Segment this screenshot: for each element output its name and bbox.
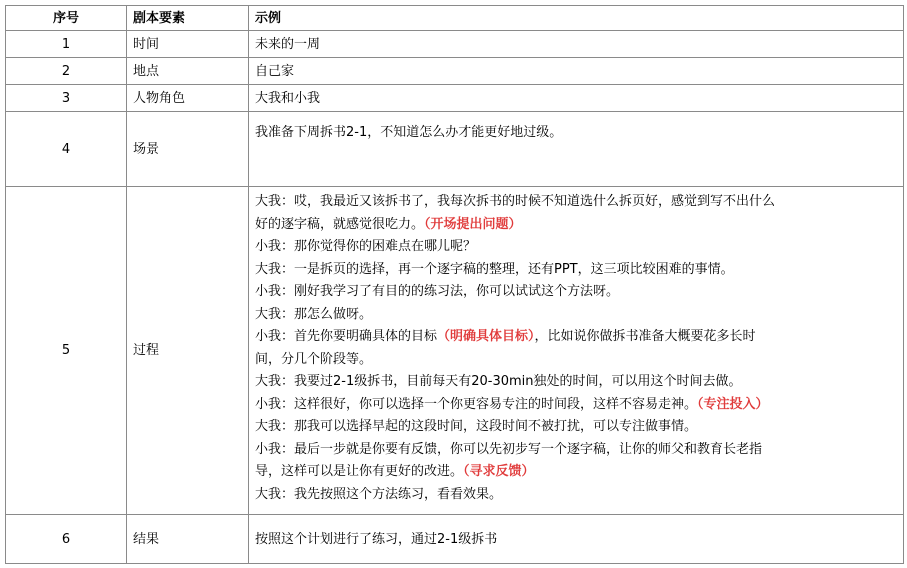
dialogue-line	[255, 349, 897, 372]
dialogue-line	[255, 326, 897, 349]
row-example: 大我和小我	[249, 85, 904, 112]
dialogue-text: 大我：那我可以选择早起的这段时间，这段时间不被打扰，可以专注做事情。	[255, 419, 698, 434]
dialogue-line	[255, 394, 897, 417]
dialogue-text: 大我：哎，我最近又该拆书了，我每次拆书的时候不知道选什么拆页好，感觉到写不出什么	[255, 194, 776, 209]
header-no: 序号	[6, 6, 127, 31]
dialogue-text: 小我：这样很好，你可以选择一个你更容易专注的时间段，这样不容易走神。	[255, 396, 698, 412]
row-number: 4	[6, 112, 127, 187]
row-element: 人物角色	[127, 85, 249, 112]
row-element: 结果	[127, 515, 249, 564]
row-number: 6	[6, 515, 127, 564]
row-number: 2	[6, 58, 127, 85]
script-elements-table	[5, 5, 904, 564]
row-number: 5	[6, 187, 127, 515]
dialogue-text: 小我：刚好我学习了有目的的练习法，你可以试试这个方法呀。	[255, 284, 620, 299]
table-row	[6, 58, 904, 85]
dialogue-line	[255, 484, 897, 507]
dialogue-line	[255, 416, 897, 439]
annotation-note: （开场提出问题）	[424, 216, 522, 232]
dialogue-line	[255, 236, 897, 259]
dialogue-text: 导，这样可以是让你有更好的改进。	[255, 464, 464, 479]
row-example: 按照这个计划进行了练习，通过2-1级拆书	[249, 515, 904, 564]
dialogue-text: 小我：首先你要明确具体的目标	[255, 329, 438, 344]
table-row	[6, 515, 904, 564]
row-element: 过程	[127, 187, 249, 515]
annotation-note: （寻求反馈）	[463, 464, 535, 479]
dialogue-line	[255, 461, 897, 484]
dialogue-line	[255, 371, 897, 394]
table-row	[6, 85, 904, 112]
dialogue-text: 好的逐字稿，就感觉很吃力。	[255, 216, 425, 232]
dialogue-text: 大我：我先按照这个方法练习，看看效果。	[255, 486, 503, 502]
dialogue-line	[255, 214, 897, 237]
row-element: 场景	[127, 112, 249, 187]
dialogue-line	[255, 259, 897, 282]
dialogue-text: 大我：我要过2-1级拆书，目前每天有20-30min独处的时间，可以用这个时间去做。	[255, 374, 742, 389]
table-row	[6, 112, 904, 187]
dialogue-text: 小我：那你觉得你的困难点在哪儿呢？	[255, 239, 477, 254]
dialogue-line	[255, 281, 897, 304]
process-dialogue	[249, 187, 904, 515]
dialogue-line	[255, 439, 897, 462]
dialogue-text-continued: ，比如说你做拆书准备大概要花多长时	[534, 329, 756, 344]
dialogue-text: 大我：那怎么做呀。	[255, 306, 373, 322]
dialogue-text: 大我：一是拆页的选择，再一个逐字稿的整理，还有PPT，这三项比较困难的事情。	[255, 261, 734, 277]
row-example: 未来的一周	[249, 31, 904, 58]
row-element: 地点	[127, 58, 249, 85]
row-element: 时间	[127, 31, 249, 58]
header-element: 剧本要素	[127, 6, 249, 31]
row-number: 3	[6, 85, 127, 112]
row-example: 自己家	[249, 58, 904, 85]
row-example: 我准备下周拆书2-1，不知道怎么办才能更好地过级。	[249, 112, 904, 187]
table-row	[6, 187, 904, 515]
dialogue-line	[255, 304, 897, 327]
table-row	[6, 31, 904, 58]
row-number: 1	[6, 31, 127, 58]
table-header-row	[6, 6, 904, 31]
dialogue-text: 间，分几个阶段等。	[255, 351, 373, 367]
dialogue-line	[255, 191, 897, 214]
dialogue-text: 小我：最后一步就是你要有反馈，你可以先初步写一个逐字稿，让你的师父和教育长老指	[255, 441, 763, 457]
annotation-note: （专注投入）	[697, 396, 769, 412]
header-example: 示例	[249, 6, 904, 31]
annotation-note: （明确具体目标）	[437, 329, 535, 344]
